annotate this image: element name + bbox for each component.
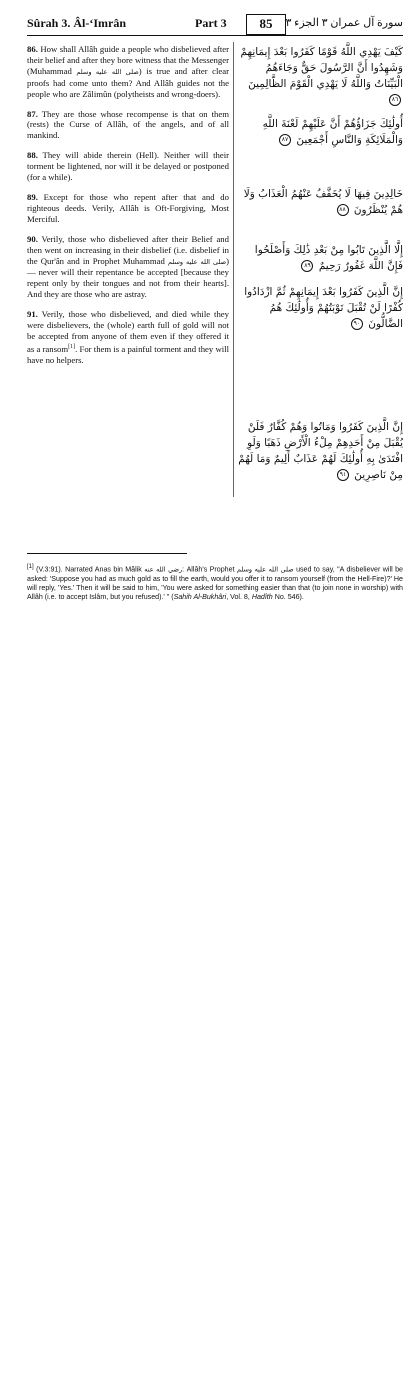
arabic-verse-89 bbox=[238, 242, 403, 274]
arabic-verse-text: أُولَٰئِكَ جَزَاؤُهُمْ أَنَّ عَلَيْهِمْ لَعْنَةَ اللَّهِ وَالْمَلَائِكَةِ وَالنَّاسِ أَجْمَعِينَ bbox=[262, 118, 403, 146]
footnote-text: , Vol. 8, bbox=[226, 592, 252, 601]
hadith-label: Hadîth bbox=[251, 592, 273, 601]
verse-90 bbox=[27, 234, 229, 300]
verse-text: ) — never will their repentance be accepted [because they repent only by their tongues and not from their hearts]. And they are those who are astray. bbox=[27, 255, 229, 300]
verse-86 bbox=[27, 44, 229, 100]
verse-text: They are those whose recompense is that on them (rests) the Curse of Allâh, of the angels, and of all mankind. bbox=[27, 108, 230, 141]
page-number: 85 bbox=[246, 14, 286, 35]
ayah-number-mark: ٩٠ bbox=[351, 318, 363, 330]
arabic-verse-90 bbox=[238, 284, 403, 332]
honorific: صلى الله عليه وسلم bbox=[167, 257, 227, 266]
verse-text: How shall Allâh guide a people who disbelieved after their belief and after they bore witness that the Messenger (Muhammad bbox=[27, 44, 230, 76]
verse-text: Verily, those who disbelieved after their Belief and then went on increasing in their disbelief (i.e. disbelief in the Qur'ân and in Prophet Muhammad bbox=[27, 233, 229, 266]
footnote-text: (V.3:91). Narrated Anas bin Mâlik bbox=[36, 565, 145, 574]
verse-number: 91. bbox=[27, 309, 38, 320]
verse-text: Verily, those who disbelieved, and died while they were disbelievers, the (whole) earth full of gold will not be accepted from anyone of them even if they offered it as a ransom bbox=[27, 309, 230, 354]
arabic-verse-87 bbox=[238, 116, 403, 148]
footnote-marker: [1] bbox=[27, 564, 34, 570]
verse-88 bbox=[27, 150, 229, 183]
arabic-verse-text: إِنَّ الَّذِينَ كَفَرُوا وَمَاتُوا وَهُمْ كُفَّارٌ فَلَنْ يُقْبَلَ مِنْ أَحَدِهِمْ مِلْءُ الْأَرْضِ ذَهَبًا وَلَوِ افْتَدَىٰ بِهِ أُولَٰئِكَ لَهُمْ عَذَابٌ أَلِيمٌ وَمَا لَهُمْ مِنْ نَاصِرِينَ bbox=[238, 421, 403, 481]
running-header bbox=[27, 14, 403, 36]
verse-text: ) is true and after clear proofs had come unto them? And Allâh guides not the people who are Zâlimûn (polytheists and wrong-doers). bbox=[27, 65, 229, 99]
arabic-verse-88 bbox=[238, 186, 403, 218]
verse-89 bbox=[27, 192, 229, 225]
honorific: رضي الله عنه bbox=[144, 565, 183, 574]
verse-87 bbox=[27, 109, 229, 142]
honorific: صلى الله عليه وسلم bbox=[76, 67, 139, 76]
arabic-verse-text: خَالِدِينَ فِيهَا لَا يُخَفَّفُ عَنْهُمُ الْعَذَابُ وَلَا هُمْ يُنْظَرُونَ bbox=[243, 188, 403, 216]
arabic-verse-91 bbox=[238, 419, 403, 483]
hadith-source: Sahih Al-Bukhâri bbox=[173, 592, 227, 601]
verse-number: 89. bbox=[27, 191, 38, 202]
footnote-rule bbox=[27, 553, 187, 554]
arabic-verse-text: إِلَّا الَّذِينَ تَابُوا مِنْ بَعْدِ ذَٰلِكَ وَأَصْلَحُوا فَإِنَّ اللَّهَ غَفُورٌ رَحِيمٌ bbox=[254, 244, 403, 272]
verse-text: . For them is a painful torment and they will have no helpers. bbox=[27, 343, 229, 365]
footnote-text: No. 546). bbox=[272, 592, 304, 601]
verse-number: 88. bbox=[27, 150, 38, 161]
part-label: Part 3 bbox=[195, 16, 227, 30]
verse-number: 90. bbox=[27, 233, 38, 244]
english-translation-column bbox=[27, 44, 229, 375]
arabic-verse-86 bbox=[238, 44, 403, 108]
verse-91 bbox=[27, 309, 229, 365]
footnote-text: : Allâh's Prophet bbox=[182, 565, 237, 574]
footnote bbox=[27, 563, 403, 602]
ayah-number-mark: ٩١ bbox=[337, 469, 349, 481]
column-divider bbox=[233, 42, 234, 497]
verse-number: 86. bbox=[27, 44, 38, 54]
honorific: صلى الله عليه وسلم bbox=[236, 565, 294, 574]
verse-text: Except for those who repent after that and do righteous deeds. Verily, Allâh is Oft-Forgiving, Most Merciful. bbox=[27, 191, 229, 224]
ayah-number-mark: ٨٩ bbox=[301, 260, 313, 272]
ayah-number-mark: ٨٦ bbox=[389, 94, 401, 106]
verse-text: They will abide therein (Hell). Neither will their torment be lightened, nor will it be delayed or postponed (for a while). bbox=[27, 150, 229, 183]
arabic-verse-text: إِنَّ الَّذِينَ كَفَرُوا بَعْدَ إِيمَانِهِمْ ثُمَّ ازْدَادُوا كُفْرًا لَنْ تُقْبَلَ تَوْبَتُهُمْ وَأُولَٰئِكَ هُمُ الضَّالُّونَ bbox=[244, 286, 403, 330]
footnote-marker: [1] bbox=[68, 343, 76, 350]
arabic-verse-text: كَيْفَ يَهْدِي اللَّهُ قَوْمًا كَفَرُوا بَعْدَ إِيمَانِهِمْ وَشَهِدُوا أَنَّ الرَّسُولَ حَقٌّ وَجَاءَهُمُ الْبَيِّنَاتُ وَاللَّهُ لَا يَهْدِي الْقَوْمَ الظَّالِمِينَ bbox=[240, 46, 403, 90]
arabic-header: سورة آل عمران ٣ الجزء ٣ bbox=[285, 17, 403, 29]
surah-title: Sûrah 3. Âl-‘Imrân bbox=[27, 16, 127, 30]
ayah-number-mark: ٨٨ bbox=[337, 204, 349, 216]
verse-number: 87. bbox=[27, 108, 38, 119]
footnote-text: used to say, "A disbeliever will be asked: 'Suppose you had as much gold as to fill the earth, would you offer it to ransom yourself (from the Hell-Fire)?' He will reply, 'Yes.' Then it will be said to him, 'You were asked for something easier than that (to join none in worship) with Allâh (i.e. to accept Islâm, but you refused).' " ( bbox=[27, 565, 403, 601]
ayah-number-mark: ٨٧ bbox=[279, 134, 291, 146]
